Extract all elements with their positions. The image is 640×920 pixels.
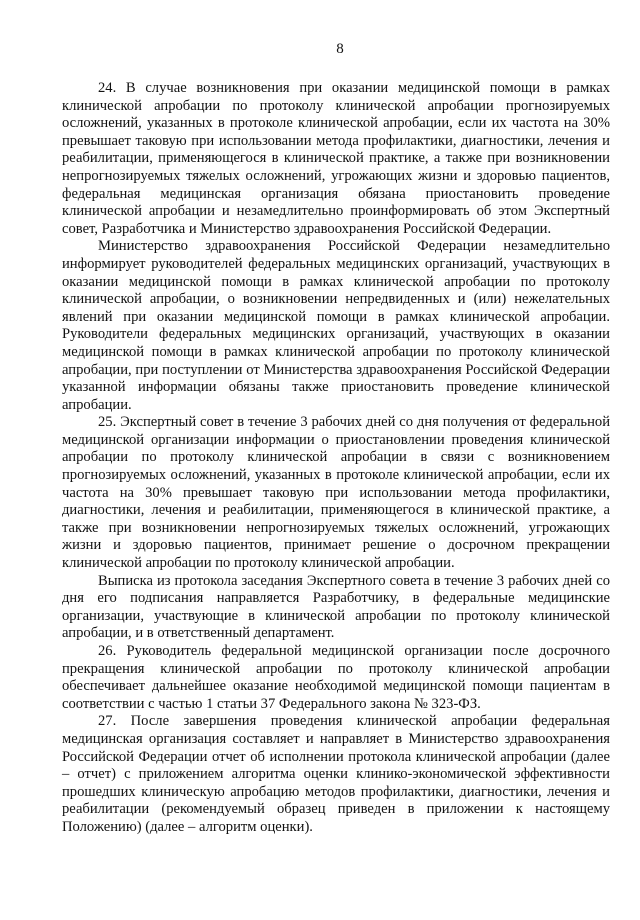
document-body bbox=[62, 80, 610, 837]
paragraph-ministry-notice: Министерство здравоохранения Российской Федерации незамедлительно информирует руководителей федеральных медицинских организаций, участвующих в оказании медицинской помощи в рамках клинической апробации по протоколу клинической апробации, о возникновении непредвиденных и (или) нежелательных явлений при оказании медицинской помощи в рамках клинической апробации. Руководители федеральных медицинских организаций, участвующих в оказании медицинской помощи в рамках клинической апробации по протоколу клинической апробации, при поступлении от Министерства здравоохранения Российской Федерации указанной информации обязаны также приостановить проведение клинической апробации. bbox=[62, 238, 610, 413]
paragraph-24: 24. В случае возникновения при оказании медицинской помощи в рамках клинической апробации по протоколу клинической апробации прогнозируемых осложнений, указанных в протоколе клинической апробации, если их частота на 30% превышает таковую при использовании метода профилактики, диагностики, лечения и реабилитации, применяющегося в клинической практике, а также при возникновении непрогнозируемых тяжелых осложнений, угрожающих жизни и здоровью пациентов, федеральная медицинская организация обязана приостановить проведение клинической апробации и незамедлительно проинформировать об этом Экспертный совет, Разработчика и Министерство здравоохранения Российской Федерации. bbox=[62, 80, 610, 237]
paragraph-protocol-extract: Выписка из протокола заседания Экспертного совета в течение 3 рабочих дней со дня его подписания направляется Разработчику, в федеральные медицинские организации, участвующие в клинической апробации по протоколу клинической апробации, и в ответственный департамент. bbox=[62, 572, 610, 642]
page-number: 8 bbox=[336, 41, 344, 57]
paragraph-25: 25. Экспертный совет в течение 3 рабочих дней со дня получения от федеральной медицинской организации информации о приостановлении проведения клинической апробации по протоколу клинической апробации в связи с возникновением прогнозируемых осложнений, указанных в протоколе клинической апробации, если их частота на 30% превышает таковую при использовании метода профилактики, диагностики, лечения и реабилитации, применяющегося в клинической практике, а также при возникновении непрогнозируемых тяжелых осложнений, угрожающих жизни и здоровью пациентов, принимает решение о досрочном прекращении клинической апробации по протоколу клинической апробации. bbox=[62, 414, 610, 572]
paragraph-26: 26. Руководитель федеральной медицинской организации после досрочного прекращения клинической апробации по протоколу клинической апробации обеспечивает дальнейшее оказание необходимой медицинской помощи пациентам в соответствии с частью 1 статьи 37 Федерального закона № 323-ФЗ. bbox=[62, 643, 610, 712]
paragraph-27: 27. После завершения проведения клинической апробации федеральная медицинская организация составляет и направляет в Министерство здравоохранения Российской Федерации отчет об исполнении протокола клинической апробации (далее – отчет) с приложением алгоритма оценки клинико-экономической эффективности прошедших клиническую апробацию методов профилактики, диагностики, лечения и реабилитации (рекомендуемый образец приведен в приложении к настоящему Положению) (далее – алгоритм оценки). bbox=[62, 713, 610, 835]
